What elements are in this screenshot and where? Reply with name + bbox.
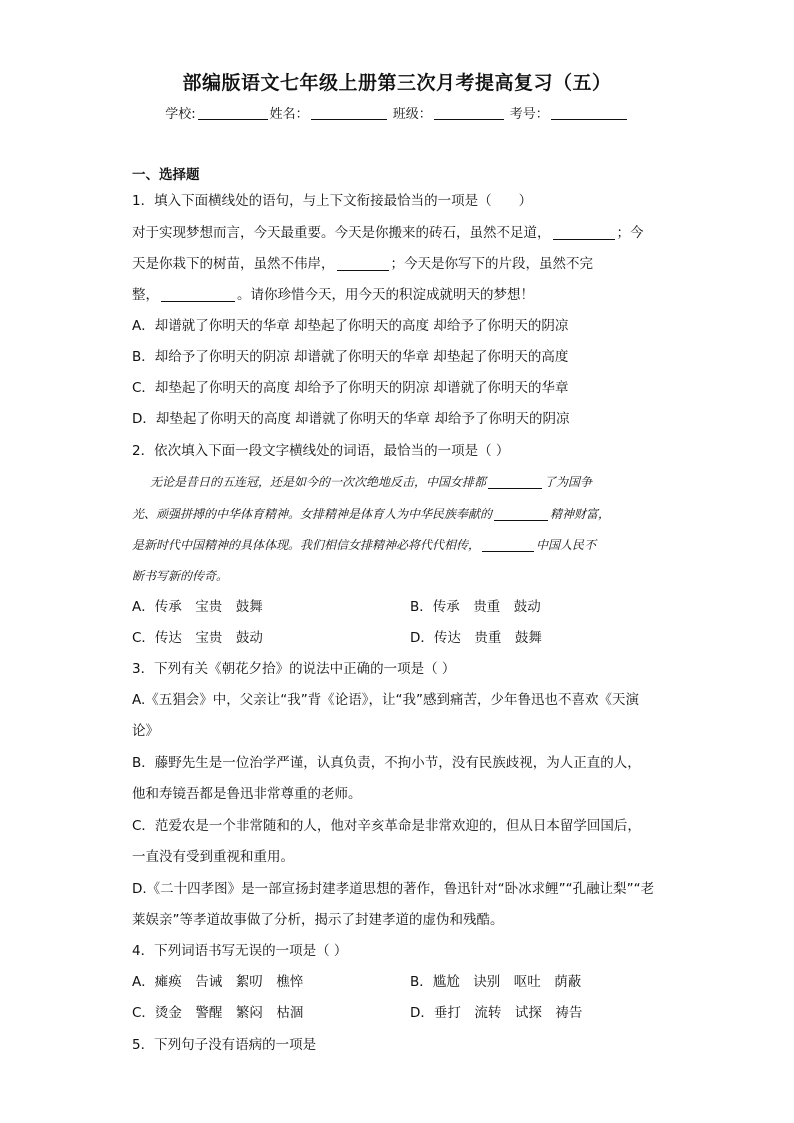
- q1-passage-text: 对于实现梦想而言，今天最重要。今天是你搬来的砖石，虽然不足道，: [132, 225, 551, 241]
- q1-passage-line-1: [132, 224, 644, 242]
- q4-option-b[interactable]: B．尴尬 诀别 呕吐 荫蔽: [410, 974, 582, 990]
- school-field[interactable]: [198, 107, 268, 120]
- q3-option-a-line-1[interactable]: A.《五猖会》中，父亲让“我”背《论语》，让“我”感到痛苦，少年鲁迅也不喜欢《天演: [132, 692, 640, 708]
- q2-option-d[interactable]: D．传达 贵重 鼓舞: [410, 630, 542, 646]
- q1-passage-line-2: [132, 255, 593, 273]
- name-field[interactable]: [311, 107, 387, 120]
- q2-blank-3: [482, 538, 534, 552]
- q2-passage-text: 精神财富，: [550, 507, 611, 521]
- q2-blank-1: [488, 475, 542, 489]
- q3-option-c-line-1[interactable]: C．范爱农是一个非常随和的人，他对辛亥革命是非常欢迎的，但从日本留学回国后，: [132, 818, 641, 834]
- q2-passage-line-4: 断书写新的传奇。: [132, 569, 229, 583]
- q2-passage-text: 是新时代中国精神的具体体现。我们相信女排精神必将代代相传，: [132, 538, 481, 552]
- q3-option-d-line-1[interactable]: D.《二十四孝图》是一部宣扬封建孝道思想的著作，鲁迅针对“卧冰求鲤”“孔融让梨”“老: [132, 881, 655, 897]
- q2-stem: 2．依次填入下面一段文字横线处的词语，最恰当的一项是（ ）: [132, 443, 510, 459]
- q1-passage-text: 。请你珍惜今天，用今天的积淀成就明天的梦想！: [237, 287, 534, 303]
- q2-passage-line-2: [132, 506, 610, 522]
- q1-passage-text: 天是你栽下的树苗，虽然不伟岸，: [132, 256, 335, 272]
- student-info-row: [0, 103, 794, 122]
- q2-option-a[interactable]: A．传承 宝贵 鼓舞: [132, 599, 263, 615]
- q4-option-a[interactable]: A．瘫痪 告诫 絮叨 樵悴: [132, 974, 304, 990]
- q2-passage-text: 中国人民不: [536, 538, 597, 552]
- q1-option-c[interactable]: C．却垫起了你明天的高度 却给予了你明天的阴凉 却谱就了你明天的华章: [132, 380, 569, 396]
- class-label: 班级：: [392, 107, 432, 122]
- q1-option-b[interactable]: B．却给予了你明天的阴凉 却谱就了你明天的华章 却垫起了你明天的高度: [132, 349, 569, 365]
- q3-option-b-line-2[interactable]: 他和寿镜吾都是鲁迅非常尊重的老师。: [132, 786, 362, 802]
- class-field[interactable]: [434, 107, 504, 120]
- q3-stem: 3．下列有关《朝花夕拾》的说法中正确的一项是（ ）: [132, 661, 456, 677]
- q3-option-b-line-1[interactable]: B．藤野先生是一位治学严谨，认真负责，不拘小节，没有民族歧视，为人正直的人，: [132, 755, 641, 771]
- q2-blank-2: [494, 507, 548, 521]
- exam-no-label: 考号：: [509, 107, 549, 122]
- q1-passage-text: ；今: [616, 225, 644, 241]
- q4-option-d[interactable]: D．垂打 流转 试探 祷告: [410, 1005, 583, 1021]
- q2-option-b[interactable]: B．传承 贵重 鼓动: [410, 599, 541, 615]
- q3-option-d-line-2[interactable]: 莱娱亲”等孝道故事做了分析，揭示了封建孝道的虚伪和残酷。: [132, 912, 504, 928]
- q1-option-d[interactable]: D．却垫起了你明天的高度 却谱就了你明天的华章 却给予了你明天的阴凉: [132, 411, 570, 427]
- q3-option-c-line-2[interactable]: 一直没有受到重视和重用。: [132, 849, 294, 865]
- q1-passage-text: ；今天是你写下的片段，虽然不完: [390, 256, 593, 272]
- q2-passage-text: 了为国争: [544, 475, 593, 489]
- q2-passage-line-1: [150, 474, 592, 490]
- q2-option-c[interactable]: C．传达 宝贵 鼓动: [132, 630, 263, 646]
- q4-option-c[interactable]: C．烫金 警醒 繁闷 枯涸: [132, 1005, 304, 1021]
- q2-passage-line-3: [132, 537, 596, 553]
- q5-stem: 5．下列句子没有语病的一项是: [132, 1037, 317, 1053]
- section-title: 一、选择题: [132, 167, 200, 183]
- q1-blank-3: [161, 288, 235, 302]
- q2-passage-text: 光、顽强拼搏的中华体育精神。女排精神是体育人为中华民族奉献的: [132, 507, 493, 521]
- q1-option-a[interactable]: A．却谱就了你明天的华章 却垫起了你明天的高度 却给予了你明天的阴凉: [132, 318, 569, 334]
- q2-passage-text: 无论是昔日的五连冠，还是如今的一次次绝地反击，中国女排都: [150, 475, 487, 489]
- q1-blank-2: [337, 257, 389, 271]
- page-title: 部编版语文七年级上册第三次月考提高复习（五）: [182, 72, 612, 94]
- school-label: 学校:: [165, 107, 196, 122]
- q1-passage-text: 整，: [132, 287, 159, 303]
- q3-option-a-line-2[interactable]: 论》: [132, 723, 159, 739]
- q1-passage-line-3: [132, 286, 534, 304]
- q4-stem: 4．下列词语书写无误的一项是（ ）: [132, 943, 348, 959]
- name-label: 姓名：: [269, 107, 309, 122]
- q1-blank-1: [553, 226, 615, 240]
- exam-no-field[interactable]: [551, 107, 627, 120]
- q1-stem: 1．填入下面横线处的语句，与上下文衔接最恰当的一项是（ ）: [132, 193, 533, 209]
